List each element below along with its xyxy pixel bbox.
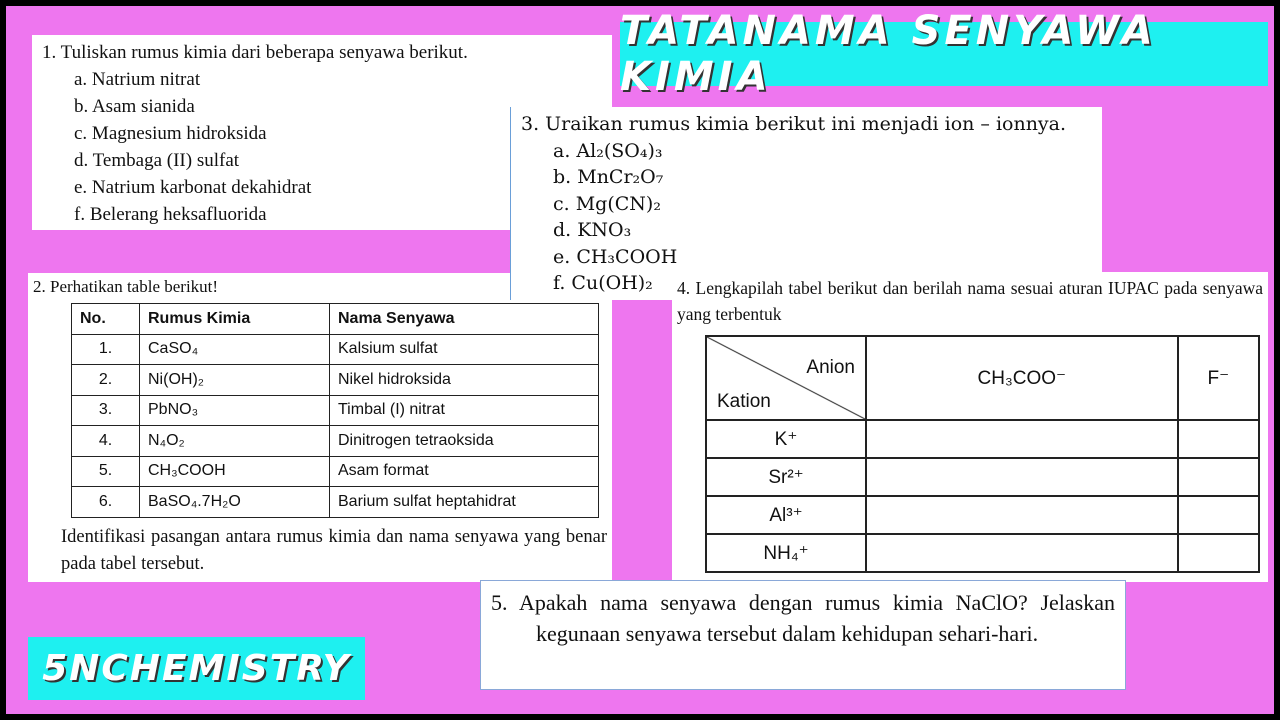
list-item: b. Asam sianida [74,96,195,117]
question-4 [672,272,1268,582]
table-row [706,534,1259,572]
cell: CaSO₄ [140,334,330,365]
compound-table [71,303,599,518]
list-item: f. Cu(OH)₂ [553,272,653,294]
table-row [706,496,1259,534]
column-header: No. [72,304,140,335]
cation-label: Sr²⁺ [706,458,866,496]
anion-header: CH₃COO⁻ [866,336,1178,420]
table-row [72,487,599,518]
answer-cell[interactable] [1178,458,1259,496]
cell: Barium sulfat heptahidrat [330,487,599,518]
cell: Asam format [330,456,599,487]
cell: Ni(OH)₂ [140,365,330,396]
diagonal-header-cell [706,336,866,420]
cell: 2. [72,365,140,396]
anion-label: Anion [806,357,855,378]
list-item: e. Natrium karbonat dekahidrat [74,177,312,198]
answer-cell[interactable] [1178,496,1259,534]
table-row [72,365,599,396]
list-item: c. Mg(CN)₂ [553,192,661,215]
answer-cell[interactable] [866,420,1178,458]
cell: 3. [72,395,140,426]
list-item: f. Belerang heksafluorida [74,204,267,225]
question-5 [480,580,1126,690]
table-row [706,458,1259,496]
cell: CH₃COOH [140,456,330,487]
cation-label: K⁺ [706,420,866,458]
question-5-prompt: 5. Apakah nama senyawa dengan rumus kimia NaClO? Jelaskan kegunaan senyawa tersebut dalam kehidupan sehari-hari. [491,590,1115,646]
brand-logo: 5NCHEMISTRY [28,637,365,700]
question-4-prompt: 4. Lengkapilah tabel berikut dan berilah nama sesuai aturan IUPAC pada senyawa yang terbentuk [677,278,1263,324]
question-2-footer: Identifikasi pasangan antara rumus kimia dan nama senyawa yang benar pada tabel tersebut. [61,526,607,574]
list-item: c. Magnesium hidroksida [74,123,267,144]
cell: Dinitrogen tetraoksida [330,426,599,457]
answer-cell[interactable] [866,458,1178,496]
list-item: a. Al₂(SO₄)₃ [553,139,663,162]
ion-table [705,335,1260,573]
column-header: Rumus Kimia [140,304,330,335]
anion-header: F⁻ [1178,336,1259,420]
question-2 [28,273,612,582]
cell: PbNO₃ [140,395,330,426]
list-item: d. KNO₃ [553,219,632,241]
cell: 6. [72,487,140,518]
cation-label: NH₄⁺ [706,534,866,572]
list-item: e. CH₃COOH [553,245,678,268]
cell: Kalsium sulfat [330,334,599,365]
list-item: a. Natrium nitrat [74,69,201,90]
list-item: d. Tembaga (II) sulfat [74,150,240,171]
table-row [706,420,1259,458]
cell: BaSO₄.7H₂O [140,487,330,518]
answer-cell[interactable] [866,534,1178,572]
cell: Timbal (I) nitrat [330,395,599,426]
cell: N₄O₂ [140,426,330,457]
cell: Nikel hidroksida [330,365,599,396]
answer-cell[interactable] [866,496,1178,534]
question-3-prompt: 3. Uraikan rumus kimia berikut ini menjadi ion – ionnya. [521,113,1067,135]
table-row [72,334,599,365]
answer-cell[interactable] [1178,534,1259,572]
title-banner: TATANAMA SENYAWA KIMIA [620,22,1268,86]
question-2-prompt: 2. Perhatikan table berikut! [33,277,219,296]
answer-cell[interactable] [1178,420,1259,458]
table-row [72,426,599,457]
cell: 5. [72,456,140,487]
table-row [72,395,599,426]
question-1-prompt: 1. Tuliskan rumus kimia dari beberapa senyawa berikut. [42,42,468,63]
cell: 4. [72,426,140,457]
cation-label: Al³⁺ [706,496,866,534]
kation-label: Kation [717,391,771,412]
table-row [72,456,599,487]
cell: 1. [72,334,140,365]
column-header: Nama Senyawa [330,304,599,335]
list-item: b. MnCr₂O₇ [553,166,664,188]
